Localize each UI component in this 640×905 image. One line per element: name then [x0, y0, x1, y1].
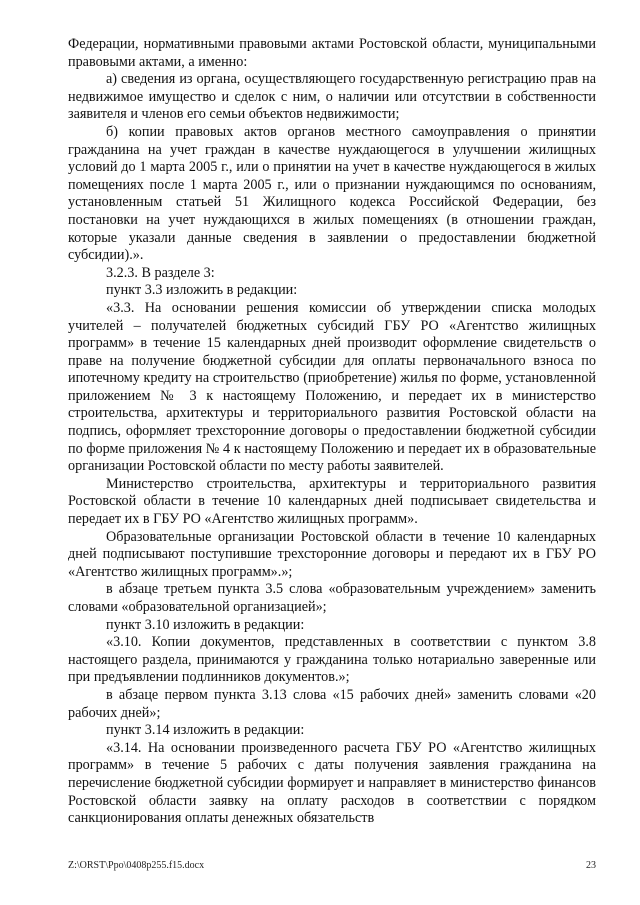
paragraph: а) сведения из органа, осуществляющего государственную регистрацию прав на недвижимое имущество и сделок с ним, о наличии или отсутствии в собственности заявителя и членов его семьи объектов недвижимости; — [68, 71, 596, 123]
paragraph: б) копии правовых актов органов местного самоуправления о принятии гражданина на учет граждан в качестве нуждающегося в улучшении жилищных условий до 1 марта 2005 г., или о принятии на учет в качестве нуждающегося в жилых помещениях после 1 марта 2005 г., или о признании нуждающимся по основаниям, установленным статьей 51 Жилищного кодекса Российской Федерации, без постановки на учет нуждающихся в жилых помещениях (в отношении граждан, которые указали данные сведения в заявлении о предоставлении бюджетной субсидии).». — [68, 123, 596, 264]
paragraph: в абзаце первом пункта 3.13 слова «15 рабочих дней» заменить словами «20 рабочих дней»; — [68, 686, 596, 721]
page-footer — [68, 860, 596, 871]
paragraph: в абзаце третьем пункта 3.5 слова «образовательным учреждением» заменить словами «образовательной организацией»; — [68, 581, 596, 615]
paragraph: пункт 3.14 изложить в редакции: — [106, 722, 305, 739]
paragraph: пункт 3.3 изложить в редакции: — [106, 282, 298, 299]
document-body — [68, 36, 596, 828]
paragraph: «3.10. Копии документов, представленных в соответствии с пунктом 3.8 настоящего раздела, принимаются у гражданина только нотариально заверенные или при предъявлении подлинников документов.»; — [68, 634, 596, 686]
paragraph: пункт 3.10 изложить в редакции: — [106, 616, 305, 633]
footer-file-path: Z:\ORST\Ppo\0408p255.f15.docx — [68, 860, 205, 871]
paragraph: Министерство строительства, архитектуры и территориального развития Ростовской области в течение 10 календарных дней подписывает свидетельства и передает их в ГБУ РО «Агентство жилищных программ». — [68, 475, 596, 528]
paragraph: «3.14. На основании произведенного расчета ГБУ РО «Агентство жилищных программ» в течение 5 рабочих с даты получения заявления гражданина на перечисление бюджетной субсидии формирует и направляет в министерство финансов Ростовской области заявку на оплату расходов в соответствии с порядком санкционирования оплаты денежных обязательств — [68, 739, 596, 827]
paragraph: 3.2.3. В разделе 3: — [106, 264, 215, 281]
page-number: 23 — [586, 860, 596, 871]
paragraph: «3.3. На основании решения комиссии об утверждении списка молодых учителей – получателей бюджетных субсидий ГБУ РО «Агентство жилищных программ» в течение 15 календарных дней производит оформление свидетельств о праве на получение бюджетной субсидии для оплаты первоначального взноса по ипотечному кредиту на строительство (приобретение) жилья по форме, установленной приложением № 3 к настоящему Положению, и передает их в министерство строительства, архитектуры и территориального развития Ростовской области на подпись, оформляет трехсторонние договоры о предоставлении бюджетной субсидии по форме приложения № 4 к настоящему Положению и передает их в образовательные организации Ростовской области по месту работы заявителей. — [68, 299, 596, 475]
paragraph: Федерации, нормативными правовыми актами Ростовской области, муниципальными правовыми актами, а именно: — [68, 36, 596, 70]
paragraph: Образовательные организации Ростовской области в течение 10 календарных дней подписывают поступившие трехсторонние договоры и передают их в ГБУ РО «Агентство жилищных программ».»; — [68, 528, 596, 580]
